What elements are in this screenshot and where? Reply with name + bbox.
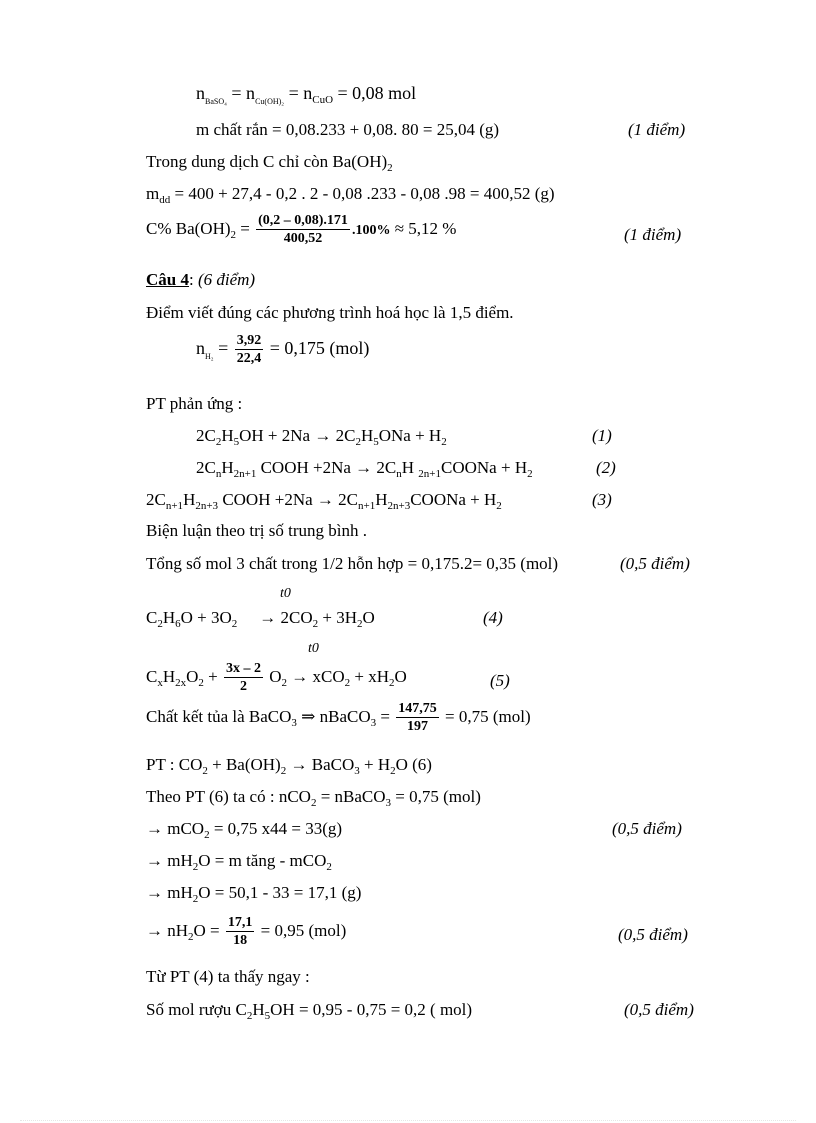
m-symbol: m xyxy=(146,184,160,203)
section-title: Câu 4 xyxy=(146,270,189,289)
r3-part: 2C xyxy=(146,490,166,509)
l23-part: → nH xyxy=(146,920,189,940)
r1-sub: 2 xyxy=(215,436,222,448)
l20-sub: 2 xyxy=(204,829,210,841)
score-3: (0,5 điểm) xyxy=(620,554,690,573)
r4-part: O xyxy=(362,608,375,627)
subscript-h2: H₂ xyxy=(205,352,214,362)
mdd-value: = 400 + 27,4 - 0,2 . 2 - 0,08 .233 - 0,08 .98 = 400,52 (g) xyxy=(170,184,555,203)
l18-sub: 2 xyxy=(280,765,287,777)
r5-part: H xyxy=(162,666,176,686)
l23-sub: 2 xyxy=(188,930,194,943)
result: = 0,175 (mol) xyxy=(265,338,370,359)
l18-part: → BaCO xyxy=(286,755,355,774)
reaction-1 xyxy=(196,426,447,448)
l17-sub: 3 xyxy=(291,716,297,729)
heat-label-1: t0 xyxy=(280,586,291,601)
r5-sub: 2 xyxy=(389,676,395,689)
l25-part: OH = 0,95 - 0,75 = 0,2 ( mol) xyxy=(270,1000,473,1019)
r2-sub: 2n+1 xyxy=(418,468,442,480)
n-symbol: n xyxy=(196,83,205,103)
mol-value: = 0,08 mol xyxy=(333,83,417,103)
r4-arrow: → xyxy=(259,608,277,627)
score-2: (1 điểm) xyxy=(624,225,682,244)
r4-sub: 2 xyxy=(357,618,363,630)
solid-mass-line: m chất rắn = 0,08.233 + 0,08. 80 = 25,04 (g) xyxy=(196,120,500,139)
r4-part: 2CO xyxy=(276,608,313,627)
l19-part: = 0,75 (mol) xyxy=(391,787,481,806)
subscript-dd: dd xyxy=(159,194,171,206)
denominator: 400,52 xyxy=(283,231,323,246)
l18-sub: 3 xyxy=(354,765,360,777)
l17-sub: 3 xyxy=(370,716,377,729)
r1-sub: 5 xyxy=(373,436,379,448)
l18-sub: 2 xyxy=(390,765,396,777)
l20-part: → mCO xyxy=(146,819,205,838)
fraction xyxy=(226,916,255,948)
l21-part: O = m tăng - mCO xyxy=(198,851,327,870)
l22-part: O = 50,1 - 33 = 17,1 (g) xyxy=(198,883,362,902)
l18-part: + H xyxy=(359,755,391,774)
fraction xyxy=(235,334,264,366)
reaction-header: PT phản ứng : xyxy=(146,394,243,413)
r4-part: + 3H xyxy=(318,608,358,627)
subscript-baso4: BaSO₄ xyxy=(205,97,227,106)
multiplier: .100% xyxy=(351,222,391,238)
mdd-line xyxy=(146,184,555,206)
reaction-3-number: (3) xyxy=(592,490,612,509)
numerator: 147,75 xyxy=(398,701,437,716)
r2-part: H xyxy=(221,458,234,477)
r3-sub: n+1 xyxy=(165,500,184,512)
equals: = xyxy=(236,218,255,238)
r5-part: C xyxy=(146,666,158,686)
reaction-2-number: (2) xyxy=(596,458,616,477)
r5-sub: 2x xyxy=(175,676,187,689)
mco2-line xyxy=(146,819,343,841)
instruction-line: Điểm viết đúng các phương trình hoá học là 1,5 điểm. xyxy=(146,303,514,322)
r1-part: 2C xyxy=(196,426,216,445)
score-5: (0,5 điểm) xyxy=(618,925,688,944)
r5-part: O xyxy=(394,666,407,686)
l20-part: = 0,75 x44 = 33(g) xyxy=(209,819,343,838)
denominator: 18 xyxy=(233,933,248,948)
reaction-1-number: (1) xyxy=(592,426,612,445)
subscript-cuo: CuO xyxy=(312,94,334,106)
r1-part: H xyxy=(221,426,234,445)
r4-part: H xyxy=(162,608,176,627)
r3-sub: 2n+3 xyxy=(195,500,219,512)
l17-part: ⇒ nBaCO xyxy=(296,706,371,726)
l21-part: → mH xyxy=(146,851,193,870)
nh2-line xyxy=(196,334,369,366)
r4-sub: 2 xyxy=(312,618,319,630)
l19-part: = nBaCO xyxy=(316,787,386,806)
l19-sub: 3 xyxy=(385,797,392,809)
l23-part: O = xyxy=(193,920,224,940)
result: ≈ 5,12 % xyxy=(390,218,457,238)
l19-part: Theo PT (6) ta có : nCO xyxy=(146,787,311,806)
r2-part: COOH +2Na → 2C xyxy=(256,458,397,477)
score-4: (0,5 điểm) xyxy=(612,819,682,838)
subscript: 2 xyxy=(387,162,393,174)
subscript-cuoh2: Cu(OH)₂ xyxy=(255,97,285,106)
r3-sub: 2 xyxy=(496,500,502,512)
reaction-5 xyxy=(146,662,407,694)
n-symbol: n xyxy=(196,338,205,359)
r1-sub: 5 xyxy=(233,436,240,448)
alcohol-mol-line xyxy=(146,1000,473,1022)
section-points: (6 điểm) xyxy=(197,270,256,289)
heat-label-2: t0 xyxy=(308,641,319,656)
reaction-6-line xyxy=(146,755,432,777)
r2-part: H xyxy=(401,458,419,477)
equals: = xyxy=(376,706,395,726)
average-reasoning: Biện luận theo trị số trung bình . xyxy=(146,521,367,540)
r5-part: + xH xyxy=(350,666,390,686)
l17-part: Chất kết tủa là BaCO xyxy=(146,706,292,726)
numerator: 3x – 2 xyxy=(226,661,261,676)
eq-n: = n xyxy=(226,83,256,103)
l25-part: Số mol rượu C xyxy=(146,1000,247,1019)
numerator: 3,92 xyxy=(236,333,262,348)
r1-sub: 2 xyxy=(441,436,447,448)
r1-part: ONa + H xyxy=(378,426,442,445)
section-heading-cau4 xyxy=(146,271,255,288)
l25-sub: 5 xyxy=(264,1010,271,1022)
r3-part: H xyxy=(375,490,388,509)
reaction-5-number: (5) xyxy=(490,671,510,690)
r5-sub: 2 xyxy=(281,676,288,689)
r3-part: COOH +2Na → 2C xyxy=(218,490,358,509)
page-divider xyxy=(20,1120,796,1121)
l25-part: H xyxy=(252,1000,265,1019)
r2-sub: 2 xyxy=(527,468,533,480)
r5-part: + xyxy=(203,666,222,686)
score-1: (1 điểm) xyxy=(628,120,686,139)
r3-part: H xyxy=(183,490,196,509)
denominator: 197 xyxy=(407,719,429,734)
r5-sub: 2 xyxy=(198,676,204,689)
r1-part: H xyxy=(360,426,374,445)
l18-part: PT : CO xyxy=(146,755,203,774)
reaction-2 xyxy=(196,458,533,480)
numerator: (0,2 – 0,08).171 xyxy=(258,213,348,228)
r2-sub: 2n+1 xyxy=(233,468,257,480)
denominator: 22,4 xyxy=(236,351,262,366)
r3-part: COONa + H xyxy=(410,490,497,509)
r2-part: 2C xyxy=(196,458,216,477)
r2-part: COONa + H xyxy=(441,458,528,477)
reaction-4 xyxy=(146,608,375,630)
equals: = xyxy=(213,338,233,359)
nh2o-line xyxy=(146,916,346,948)
l25-sub: 2 xyxy=(246,1010,253,1022)
l22-part: → mH xyxy=(146,883,193,902)
r5-sub: x xyxy=(157,676,163,689)
from-pt4-line: Từ PT (4) ta thấy ngay : xyxy=(146,967,310,986)
result: = 0,75 (mol) xyxy=(440,706,531,726)
score-6: (0,5 điểm) xyxy=(624,1000,694,1019)
fraction xyxy=(396,702,439,734)
solution-c-line xyxy=(146,152,393,174)
precipitate-line xyxy=(146,702,531,734)
mh2o-value-line xyxy=(146,883,362,905)
mh2o-formula-line xyxy=(146,851,332,873)
fraction xyxy=(224,662,263,694)
r3-sub: 2n+3 xyxy=(387,500,411,512)
fraction xyxy=(256,214,350,246)
r4-part: O + 3O xyxy=(180,608,232,627)
denominator: 2 xyxy=(240,679,247,694)
r4-part: C xyxy=(146,608,158,627)
colon: : xyxy=(188,270,198,289)
r1-sub: 2 xyxy=(355,436,361,448)
solution-c-text: Trong dung dịch C chỉ còn Ba(OH) xyxy=(146,152,388,171)
r5-sub: 2 xyxy=(344,676,351,689)
l22-sub: 2 xyxy=(192,893,199,905)
reaction-3 xyxy=(146,490,502,512)
l19-sub: 2 xyxy=(310,797,317,809)
nco2-line xyxy=(146,787,481,809)
r4-sub: 2 xyxy=(157,618,163,630)
mol-equality-line xyxy=(196,83,417,106)
r5-part: O xyxy=(265,666,282,686)
subscript: 2 xyxy=(230,228,237,241)
r1-part: OH + 2Na → 2C xyxy=(239,426,356,445)
l18-sub: 2 xyxy=(202,765,208,777)
r3-sub: n+1 xyxy=(357,500,376,512)
l18-part: O (6) xyxy=(395,755,432,774)
eq-n2: = n xyxy=(284,83,313,103)
l21-sub: 2 xyxy=(326,861,332,873)
r4-sub: 2 xyxy=(231,618,238,630)
r5-part: O xyxy=(186,666,199,686)
numerator: 17,1 xyxy=(227,915,253,930)
result: = 0,95 (mol) xyxy=(256,920,347,940)
l18-part: + Ba(OH) xyxy=(207,755,281,774)
r5-part: → xCO xyxy=(287,666,345,686)
concentration-line xyxy=(146,214,456,246)
r2-sub: n xyxy=(215,468,222,480)
total-mol-line: Tổng số mol 3 chất trong 1/2 hỗn hợp = 0,175.2= 0,35 (mol) xyxy=(146,554,559,573)
r2-sub: n xyxy=(396,468,402,480)
r4-sub: 6 xyxy=(175,618,181,630)
c-percent-text: C% Ba(OH) xyxy=(146,218,231,238)
l21-sub: 2 xyxy=(192,861,199,873)
reaction-4-number: (4) xyxy=(483,608,503,627)
